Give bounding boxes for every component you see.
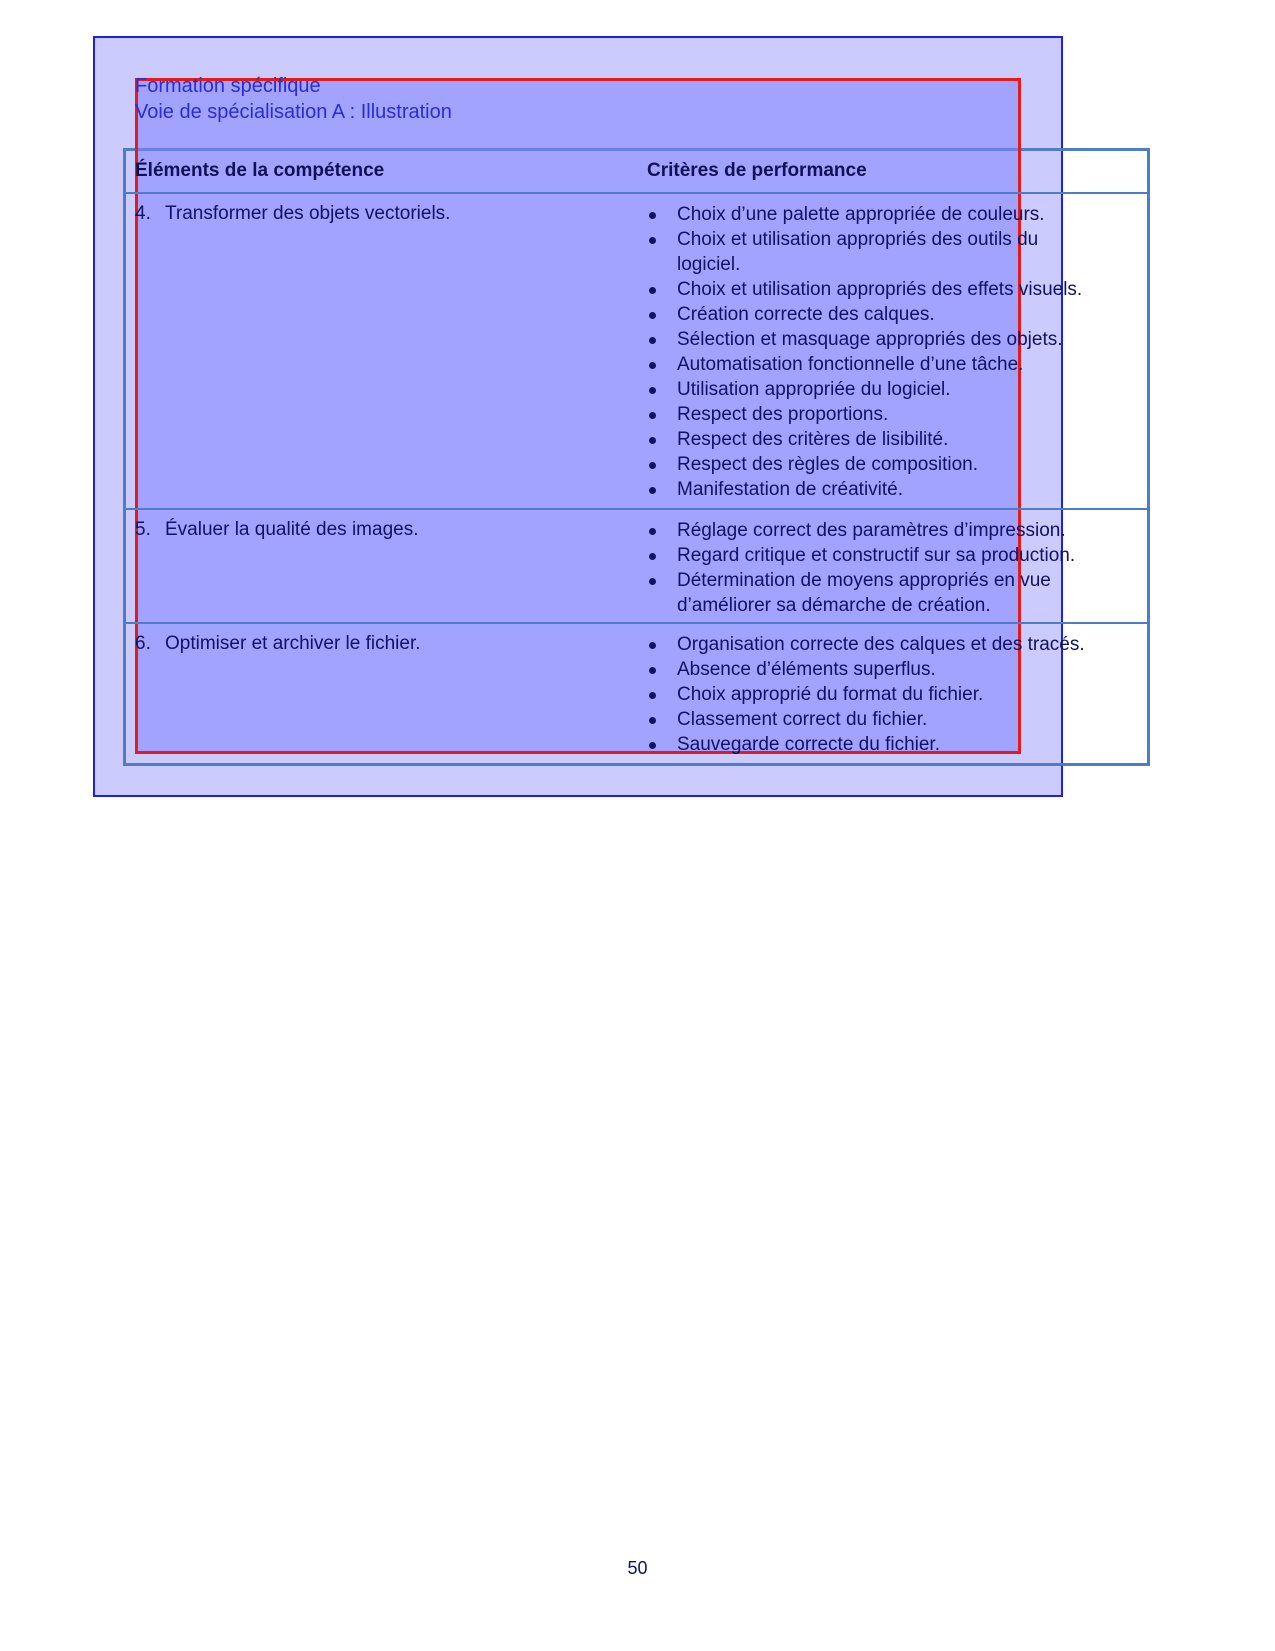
element-text: Transformer des objets vectoriels. [165,203,451,224]
bullet-icon [649,212,656,219]
criterion-item: Détermination de moyens appropriés en vue [647,569,1075,593]
criterion-item: Manifestation de créativité. [647,478,1082,502]
bullet-icon [649,312,656,319]
bullet-icon [649,437,656,444]
bullet-icon [649,553,656,560]
section-title: Formation spécifique [135,75,321,97]
element-number: 6. [135,633,151,654]
criteria-list-4 [647,203,1082,503]
bullet-icon [649,337,656,344]
criterion-item: Respect des règles de composition. [647,453,1082,477]
bullet-icon [649,692,656,699]
element-text: Évaluer la qualité des images. [165,519,419,540]
criterion-item: Sauvegarde correcte du fichier. [647,733,1085,757]
bullet-icon [649,362,656,369]
element-5 [135,519,418,541]
criterion-continuation: d’améliorer sa démarche de création. [677,595,991,616]
criterion-item: Absence d’éléments superflus. [647,658,1085,682]
element-number: 4. [135,203,151,224]
criterion-item: Regard critique et constructif sur sa production. [647,544,1075,568]
row-divider [126,508,1147,510]
criterion-item: Création correcte des calques. [647,303,1082,327]
criterion-item: Choix approprié du format du fichier. [647,683,1085,707]
criterion-item: Sélection et masquage appropriés des objets. [647,328,1082,352]
bullet-icon [649,387,656,394]
criterion-item: Respect des critères de lisibilité. [647,428,1082,452]
bullet-icon [649,487,656,494]
bullet-icon [649,578,656,585]
bullet-icon [649,528,656,535]
element-text: Optimiser et archiver le fichier. [165,633,421,654]
bullet-icon [649,717,656,724]
criterion-item: Réglage correct des paramètres d’impression. [647,519,1075,543]
criteria-list-5 [647,519,1075,619]
criterion-item: Utilisation appropriée du logiciel. [647,378,1082,402]
criterion-item: Respect des proportions. [647,403,1082,427]
page-number: 50 [627,1558,648,1578]
bullet-icon [649,742,656,749]
bullet-icon [649,412,656,419]
header-divider [126,192,1147,194]
criterion-item: Choix d’une palette appropriée de couleurs. [647,203,1082,227]
criterion-item: Choix et utilisation appropriés des effets visuels. [647,278,1082,302]
row-divider [126,622,1147,624]
criterion-item: Automatisation fonctionnelle d’une tâche. [647,353,1082,377]
bullet-icon [649,462,656,469]
bullet-icon [649,237,656,244]
criteria-list-6 [647,633,1085,758]
criterion-item: Organisation correcte des calques et des tracés. [647,633,1085,657]
criterion-item: Classement correct du fichier. [647,708,1085,732]
criterion-continuation: logiciel. [677,254,741,275]
section-subtitle: Voie de spécialisation A : Illustration [135,101,452,123]
criterion-item: Choix et utilisation appropriés des outils du [647,228,1082,252]
bullet-icon [649,667,656,674]
bullet-icon [649,642,656,649]
bullet-icon [649,287,656,294]
element-number: 5. [135,519,151,540]
column-header-criteria: Critères de performance [647,160,867,181]
element-6 [135,633,421,655]
column-header-elements: Éléments de la compétence [135,160,385,181]
element-4 [135,203,450,225]
